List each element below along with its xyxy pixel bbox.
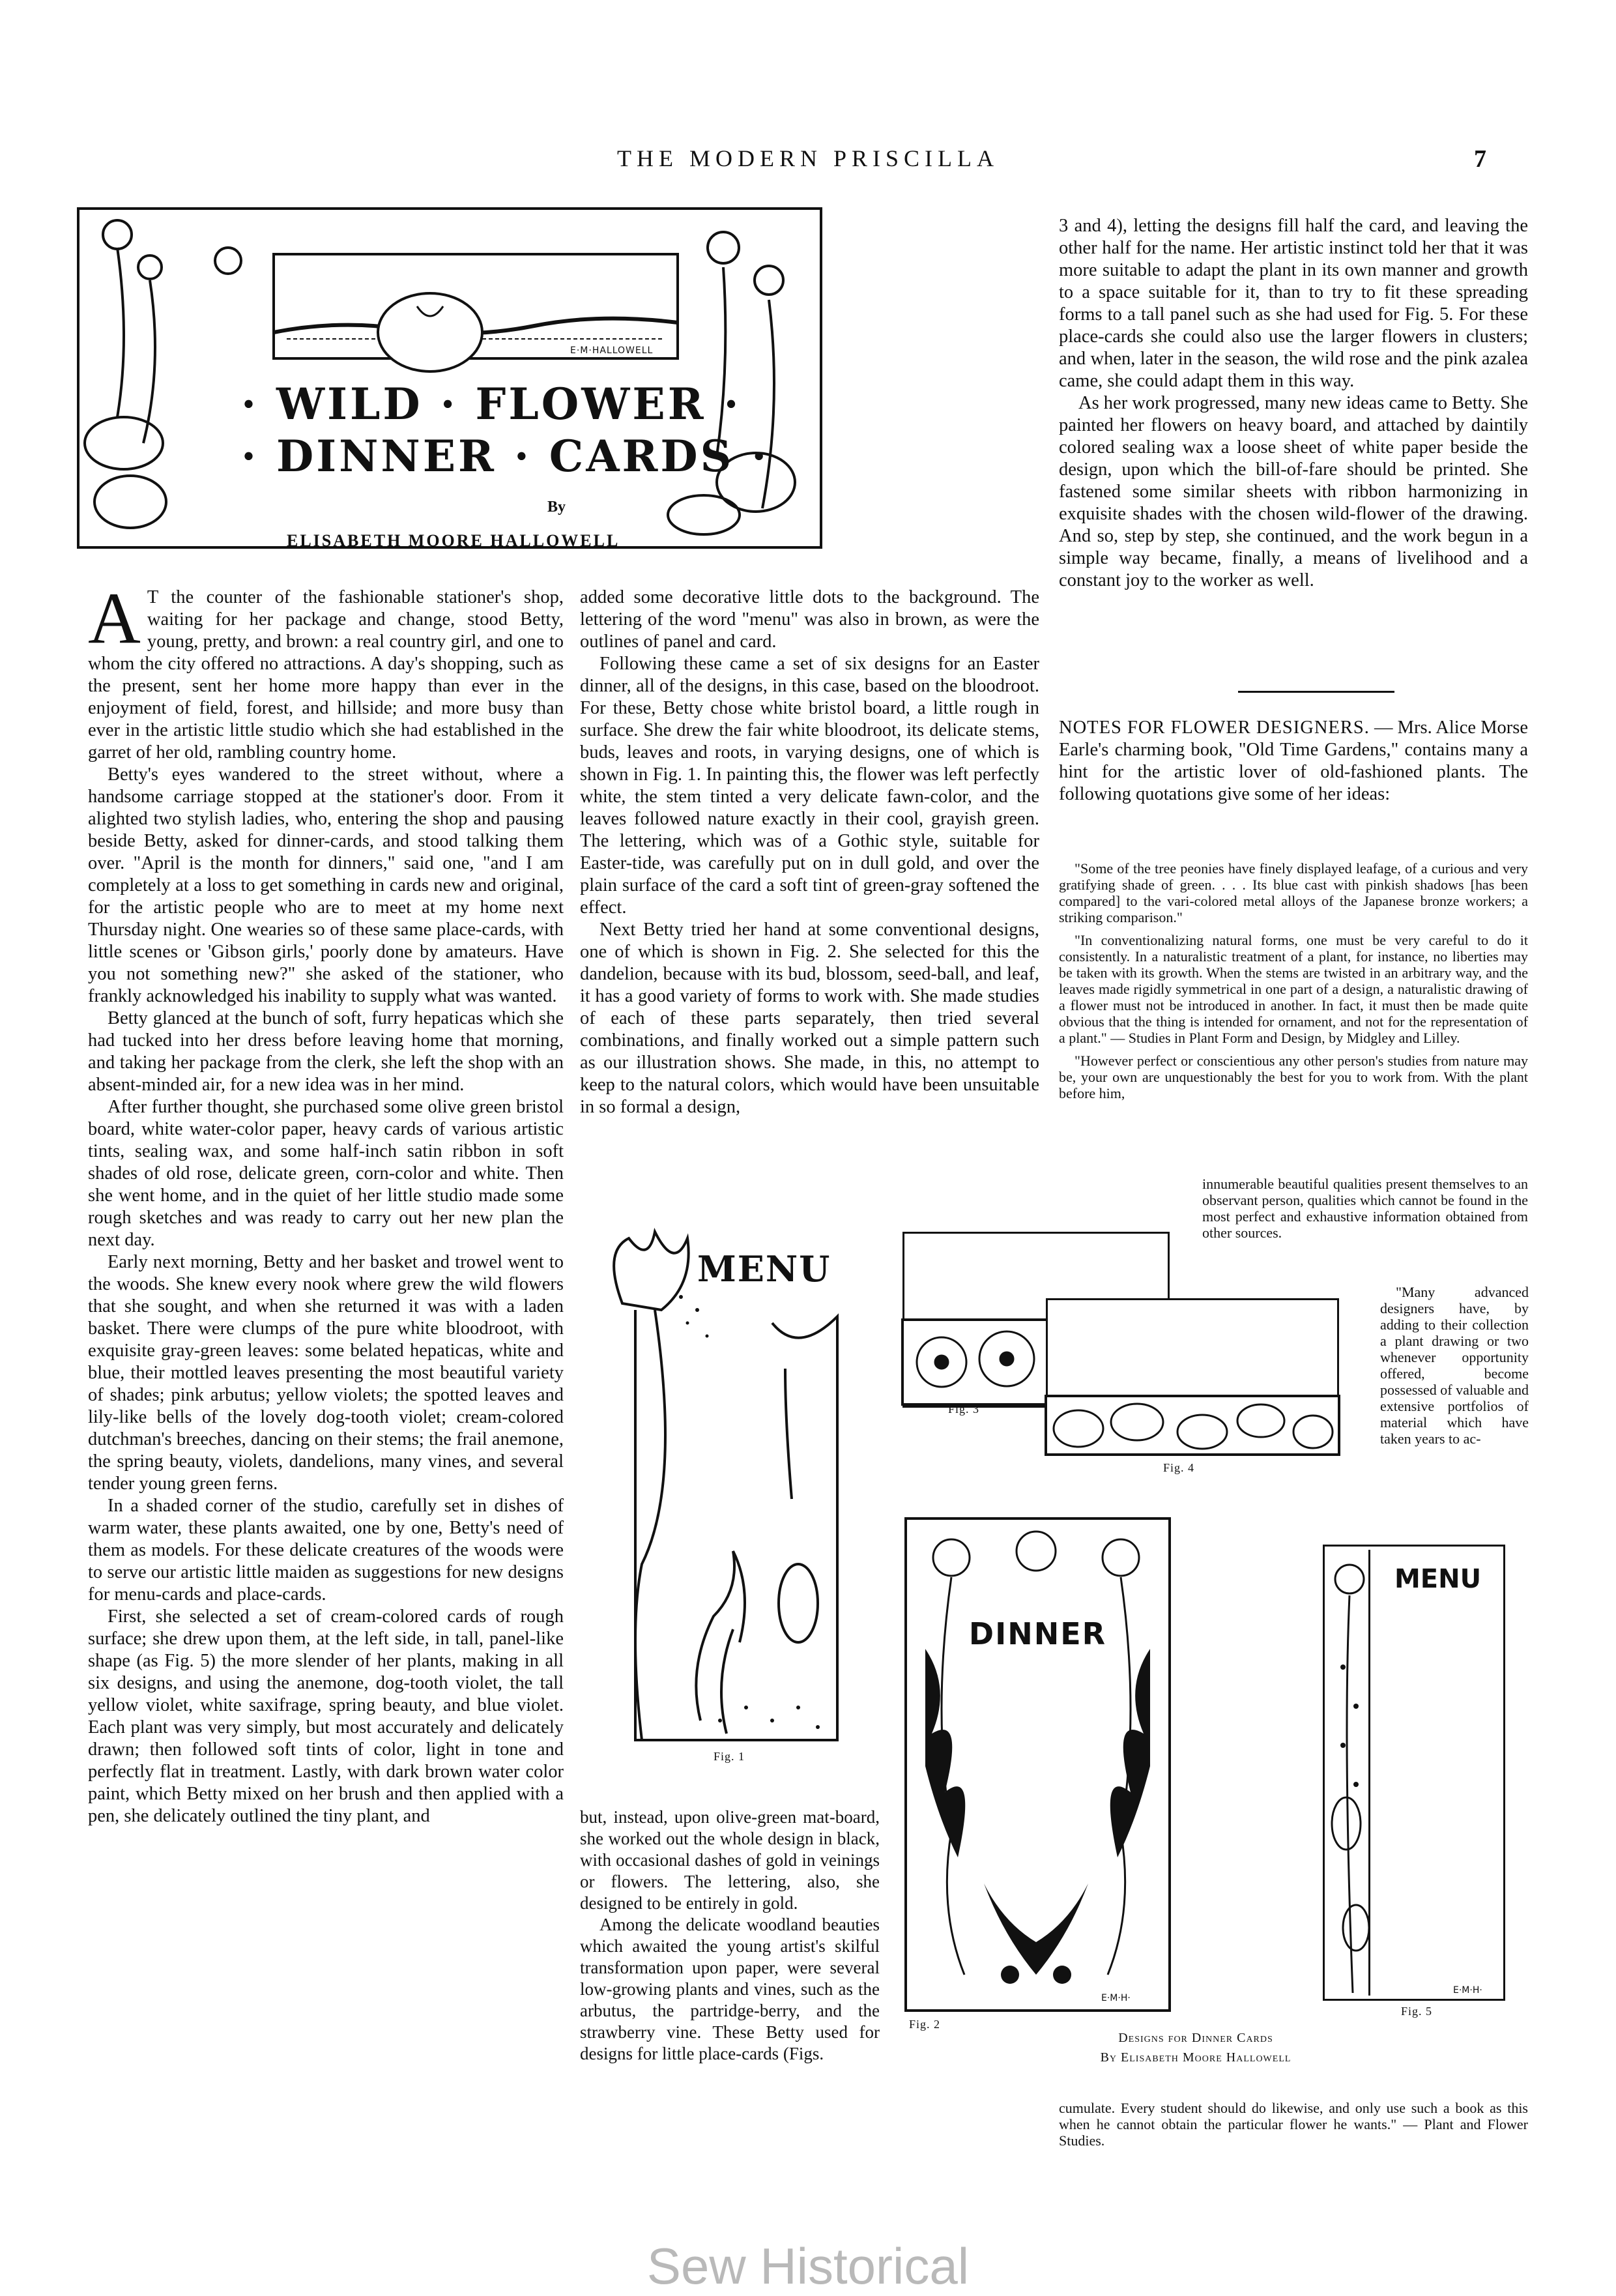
drop-cap: A	[88, 578, 141, 659]
quote: cumulate. Every student should do likewise, and only use such a book as this when he cannot obtain the particular flower he wants." — Plant and Flower Studies.	[1059, 2100, 1528, 2149]
byline-by: By	[547, 499, 566, 516]
figure-4-artwork	[1046, 1396, 1339, 1455]
figure-1-label: Fig. 1	[714, 1750, 745, 1763]
paragraph: added some decorative little dots to the background. The lettering of the word "menu" was also in brown, as were the outlines of panel and card.	[580, 587, 1039, 652]
figure-5	[1323, 1545, 1505, 2018]
paragraph: After further thought, she purchased some olive green bristol board, white water-color paper, heavy cards of various artistic tints, sealing wax, and some half-inch satin ribbon in soft shades of old rose, delicate green, corn-color and white. Then she went home, and in the quiet of her little studio made some rough sketches and was ready to carry out her new plan the next day.	[88, 1097, 564, 1250]
notes-quote-narrow	[1380, 1284, 1529, 1453]
article-title-line2: · DINNER · CARDS ·	[241, 431, 770, 482]
figure-4-label: Fig. 4	[1163, 1461, 1195, 1474]
figure-2-artwork	[906, 1519, 1170, 2014]
notes-section	[1059, 717, 1528, 806]
paragraph: Betty glanced at the bunch of soft, furry hepaticas which she had tucked into her dress before leaving home that morning, and taking her package from the clerk, she left the shop with an absent-minded air, for a new idea was in her mind.	[88, 1008, 564, 1095]
article-column-1	[88, 578, 564, 1827]
notes-quotes	[1059, 860, 1528, 1108]
article-column-2-continued	[580, 1807, 880, 2065]
figures-caption-title: Designs for Dinner Cards	[1118, 2031, 1273, 2045]
quote: "Many advanced designers have, by adding to their collection a plant drawing or two whenever opportunity offered, become possessed of valuable and extensive portfolios of material which have taken years to ac-	[1380, 1284, 1529, 1447]
paragraph-text: T the counter of the fashionable stationer's shop, waiting for her package and change, stood Betty, young, pretty, and brown: a real country girl, and one to whom the city offered no attractions. A day's shopping, such as the present, sent her home more happy than ever in the enjoyment of field, forest, and hillside; and more busy than ever in the artistic little studio which she had established in the garret of her old, rambling country home.	[88, 587, 564, 763]
fig2-monogram: E·M·H·	[1101, 1993, 1131, 2003]
section-divider	[1238, 691, 1394, 693]
article-title-line1: · WILD · FLOWER ·	[241, 379, 742, 429]
artist-signature: E·M·HALLOWELL	[570, 345, 654, 356]
figures-caption-author: By Elisabeth Moore Hallowell	[1100, 2050, 1291, 2065]
figure-1	[583, 1225, 844, 1763]
notes-quote-continued	[1202, 1176, 1528, 1247]
figure-3-label: Fig. 3	[948, 1402, 980, 1416]
paragraph: but, instead, upon olive-green mat-board, she worked out the whole design in black, with occasional dashes of gold in veinings or flowers. The lettering, also, she designed to be entirely in gold.	[580, 1807, 880, 1913]
paragraph	[88, 578, 564, 764]
paragraph: Following these came a set of six designs for an Easter dinner, all of the designs, in this case, based on the bloodroot. For these, Betty chose white bristol board, a little rough in surface. She drew the fair white bloodroot, its delicate stems, buds, leaves and roots, in varying designs, one of which is shown in Fig. 1. In painting this, the flower was left perfectly white, the stem tinted a very delicate fawn-color, and the leaves followed nature exactly in their cool, grayish green. The lettering, which was of a Gothic style, suitable for Easter-tide, was carefully put on in dull gold, and over the plain surface of the card a soft tint of green-gray softened the effect.	[580, 654, 1039, 918]
article-column-2	[580, 587, 1039, 1118]
notes-heading: NOTES FOR FLOWER DESIGNERS.	[1059, 718, 1370, 738]
running-title: THE MODERN PRISCILLA	[616, 145, 999, 171]
paragraph: Betty's eyes wandered to the street without, where a handsome carriage stopped at the stationer's door. From it alighted two stylish ladies, who, entering the shop and pausing beside Betty, asked for dinner-cards, and stood talking them over. "April is the month for dinners," said one, "and I am completely at a loss to get something in cards new and original, for the artistic people who are to meet at my home next Thursday night. One wearies so of these same place-cards, with little scenes or 'Gibson girls,' poorly done by amateurs. Have you not something new?" she asked of the stationer, who frankly acknowledged his inability to supply what was wanted.	[88, 764, 564, 1006]
page-number: 7	[1474, 145, 1486, 173]
figure-4	[1046, 1298, 1339, 1481]
notes-intro	[1059, 717, 1528, 806]
header-illustration	[78, 209, 821, 547]
quote: "However perfect or conscientious any other person's studies from nature may be, your own are unquestionably the best for you to work from. With the plant before him,	[1059, 1053, 1528, 1101]
dinner-lettering: DINNER	[968, 1616, 1107, 1651]
byline-author: ELISABETH MOORE HALLOWELL	[287, 531, 620, 550]
paragraph: Next Betty tried her hand at some conventional designs, one of which is shown in Fig. 2. She selected for this the dandelion, because with its bud, blossom, seed-ball, and leaf, it has a good variety of forms to work with. She made studies of each of these parts separately, then tried several combinations, and finally worked out a simple pattern such as our illustration shows. She made, in this, no attempt to keep to the natural colors, which would have been unsuitable in so formal a design,	[580, 920, 1039, 1117]
quote: "In conventionalizing natural forms, one must be very careful to do it consistently. In a naturalistic treatment of a plant, for instance, no liberties may be taken with its growth. When the stems are twisted in an arbitrary way, and the leaves made rigidly symmetrical in one part of a design, a naturalistic drawing of a flower must not be introduced in another. In fact, it must then be made quite obvious that the thing is intended for ornament, and not for the representation of a plant." — Studies in Plant Form and Design, by Midgley and Lilley.	[1059, 932, 1528, 1046]
notes-quote-final	[1059, 2100, 1528, 2155]
figure-5-artwork	[1327, 1550, 1372, 1999]
figure-2	[906, 1519, 1170, 2031]
paragraph: Early next morning, Betty and her basket and trowel went to the woods. She knew every nook where grew the wild flowers that she sought, and when she returned it was with a laden basket. There were clumps of the pure white bloodroot, with exquisite gray-green leaves: some belated hepaticas, white and blue, their mottled leaves presenting the most beautiful variety of shades; pink arbutus; yellow violets; the spotted leaves and lily-like bells of the lovely dog-tooth violet; cream-colored dutchman's breeches, dancing on their stems; the frail anemone, the spring beauty, violets, dandelions, many vines, and several tender young green ferns.	[88, 1252, 564, 1494]
menu-lettering-fig5: MENU	[1394, 1564, 1482, 1594]
paragraph: In a shaded corner of the studio, carefully set in dishes of warm water, these plants awaited, one by one, Betty's need of them as models. For these delicate creatures of the woods were to serve our artistic little maiden as suggestions for new designs for menu-cards and place-cards.	[88, 1496, 564, 1605]
watermark: Sew Historical	[646, 2237, 970, 2295]
paragraph: Among the delicate woodland beauties which awaited the young artist's skilful transformation upon paper, were several low-growing plants and vines, such as the arbutus, the partridge-berry, and the strawberry vine. These Betty used for designs for little place-cards (Figs.	[580, 1915, 880, 2063]
menu-lettering: MENU	[697, 1248, 831, 1290]
figure-1-artwork	[583, 1225, 844, 1747]
quote: "Some of the tree peonies have finely displayed leafage, of a curious and very gratifying shade of green. . . . Its blue cast with pinkish shadows [has been compared] to the vari-colored metal alloys of the Japanese bronze workers; a striking comparison."	[1059, 860, 1528, 925]
quote: innumerable beautiful qualities present themselves to an observant person, qualities which cannot be found in the most perfect and exhaustive information obtained from other sources.	[1202, 1176, 1528, 1241]
figure-5-label: Fig. 5	[1401, 2005, 1433, 2018]
figure-2-label: Fig. 2	[909, 2018, 941, 2031]
paragraph: As her work progressed, many new ideas came to Betty. She painted her flowers on heavy board, and attached by daintily colored sealing wax a loose sheet of white paper beside the design, upon which the bill-of-fare should be printed. She fastened some similar sheets with ribbon harmonizing in exquisite shades with the chosen wild-flower of the drawing. And so, step by step, she continued, and the work begun in a simple way became, finally, a means of livelihood and a constant joy to the worker as well.	[1059, 393, 1528, 590]
fig5-monogram: E·M·H·	[1453, 1985, 1482, 1996]
paragraph: 3 and 4), letting the designs fill half the card, and leaving the other half for the name. Her artistic instinct told her that it was more suitable to adapt the plant in its own manner and growth to a space suitable for it, than to try to fit these spreading forms to a tall panel such as she had used for Fig. 5. For these place-cards she could also use the larger flowers in clusters; and when, later in the season, the wild rose and the pink azalea came, she could adapt them in this way.	[1059, 216, 1528, 391]
paragraph: First, she selected a set of cream-colored cards of rough surface; she drew upon them, at the left side, in tall, panel-like shape (as Fig. 5) the more slender of her plants, making in all six designs, and using the anemone, dog-tooth violet, the tall yellow violet, white saxifrage, spring beauty, and blue violet. Each plant was very simply, but most accurately and delicately drawn; then followed soft tints of color, light in tone and perfectly flat in treatment. Lastly, with dark brown water color paint, which Betty mixed on her brush and then applied with a pen, she delicately outlined the tiny plant, and	[88, 1606, 564, 1826]
article-column-3	[1059, 215, 1528, 592]
notes-intro-text: — Mrs. Alice Morse Earle's charming book, "Old Time Gardens," contains many a hint for the artistic lover of old-fashioned plants. The following quotations give some of her ideas:	[1059, 718, 1529, 804]
